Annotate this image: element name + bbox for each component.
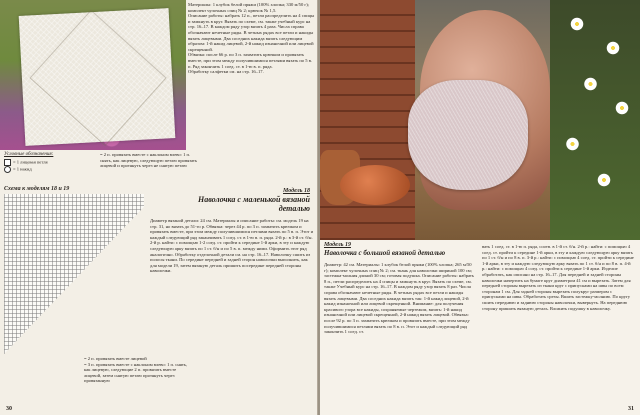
daisy-flowers <box>550 0 640 240</box>
model-19-column-1 <box>324 262 476 335</box>
clay-jug <box>340 165 410 205</box>
page-number-right: 31 <box>628 406 634 412</box>
right-page <box>320 0 640 415</box>
knit-stitch-icon <box>4 159 11 166</box>
legend-item-label: = 1 лицевая петля <box>13 159 48 165</box>
legend-extra-text: = 2 п. провязать вместе с наклоном влево: 1 п. снять, как лицевую, следующую петлю провязать лицевой и протянуть через не снятую петлю <box>100 152 198 169</box>
left-page <box>0 0 318 415</box>
knitted-pillow-image <box>408 80 528 190</box>
yarn-over-icon <box>4 166 11 173</box>
page-number-left: 30 <box>6 406 12 412</box>
model-19-text-1: Диаметр: 42 см. Материалы: 1 клубок белой пряжи (100% хлопка; 265 м/50 г); комплект чулочных спиц № 2; см. ткань для наволочки шириной 100 см; застежка-молния длиной 30 см; готовая подушка. Описание работы: набрать 8 п., петли распределить на 4 спицы и замкнуть в круг. Вязать по схеме, см. также Учебный курс на стр. 16–17. В каждом ряду узор вязать 8 раз. Числа справа обозначают нечетные ряды. В четных рядах все петли и накиды вязать лицевыми. Два соседних накида вязать так: 1-й накид лицевой, 2-й накид изнаночной или лицевой скрещенной. Внимание: для получения красивого узора все накиды, сохраняемые чертежом, вязать: 1-й накид изнаночной или лицевой скрещенной, 2-й накид вязать лицевой. Обвязка: после 92 р. по 3 п. захватить крючком и провязать вместе, при этом между получившимися петлями вязать по 8 в. п. Этот и каждый следующий ряд закончить 1 соед. ст. <box>324 262 475 335</box>
description-text: Описание работы: набрать 12 п., петли распределить на 4 спицы и замкнуть в круг. Вязать по схеме, см. также учебный курс на стр. 16–17. В каждом ряду узор вязать 4 раза. Числа справа обозначают нечетные ряды. В четных рядах все петли и накиды вязать лицевыми. Два соседних накида вязать следующим образом: 1-й накид лицевой, 2-й накид изнаночной или лицевой скрещенной. <box>188 13 315 52</box>
model-18-text-column <box>150 218 314 274</box>
model-title: Наволочка с большой вязаной деталью <box>324 249 446 257</box>
model-number: Модель 18 <box>283 188 310 194</box>
model-title: Наволочка с маленькой вязаной деталью <box>197 195 310 213</box>
knitting-chart <box>4 194 144 354</box>
scheme-title: Схема к моделям 18 и 19 <box>4 186 70 192</box>
legend-item <box>4 159 104 166</box>
symbols-legend <box>4 152 104 173</box>
model-18-text: Диаметр вязаной детали: 24 см. Материалы и описание работы: см. модель 19 на стр. 31, но вязать до 51-го р. Обвязка: через 44 р. по 3 п. захватить крючком и провязать вместе, при этом между получившимися петлями вязать по 5 в. п. Этот и каждый следующий ряд заканчивать 1 соед. ст. в 1-ю в. п. ряда. 2-й р.: в 3-й ст. б/н. 2-й р. найти: с помощью 1-2 соед. ст. пройти к середине 1-й арки, в эту и каждую следующую арку вязать по 1 ст. б/н и по 5 в. п. между ними. Оформить этот ряд аналогично. Обработку отделочной детали см. на стр. 16–17. Наволочку сшить из полосы ткани. По середине передней и задней сторон наволочки выполнить, как для модели 19, затем вязаную деталь пришить посередине передней стороны наволочки. <box>150 218 314 274</box>
lace-doily-image <box>19 8 176 146</box>
finishing-text: Обвязка: после 66 р. по 3 п. захватить крючком и провязать вместе, при этом между получившимися петлями вязать по 5 в. п. Ряд закончить 1 соед. ст. в 1-ю в. п. ряда. <box>188 52 313 69</box>
model-19-text-2: вать 1 соед. ст. в 1-ю п. ряда, соотв. в 1-й ст. б/н. 2-й р.: найти: с помощью 4 соед. ст. пройти к середине 1-й арки, в эту и каждую следующую арку вязать по 1 ст. б/н и по 8 в. п. 3-й р.: найти: с помощью 4 соед. ст. пройти к середине 1-й арки, в эту и каждую следующую арку вязать по 1 ст. б/н и по 8 в. п. 4-й р.: найти: с помощью 4 соед. ст. пройти к середине 1-й арки. Изделие обработать, как описано на стр. 16–17. Для передней и задней стороны наволочки начертить на бумаге круг диаметром 41 см и вырезать. Затем для передней стороны вырезать из ткани круг с припусками на швы по всем сторонам 1 см. Для задней стороны вырезать полукруг размером с припусками на швы. Обработать срезы. Вшить застежку-молнию. По кругу сшить переднюю и заднюю стороны наволочки, вывернуть. На переднюю сторону пришить вязаную деталь. Вложить подушку в наволочку. <box>482 244 634 311</box>
legend-item <box>4 166 104 173</box>
pillow-photo <box>320 0 640 240</box>
model-18-header <box>190 188 310 213</box>
legend-title: Условные обозначения: <box>4 152 54 157</box>
legend-item-label: = 1 накид <box>13 166 32 172</box>
materials-text: Материалы: 1 клубок белой пряжи (100% хлопка; 330 м/50 г); комплект чулочных спиц № 2; крючок № 1,5. <box>188 2 310 13</box>
chart-legend-item: = 3 п. провязать вместе с наклоном влево: 1 п. снять, как лицевую, следующие 2 п. провязать вместе лицевой, затем снятую петлю протянуть через провязанную <box>84 361 188 384</box>
model-number: Модель 19 <box>324 242 351 248</box>
chart-legend <box>84 356 192 384</box>
processing-text: Обработку салфетки см. на стр. 16–17. <box>188 69 264 75</box>
chart-legend-item: = 2 п. провязать вместе лицевой <box>84 356 147 361</box>
legend-extra <box>100 152 200 169</box>
materials-column <box>188 2 316 75</box>
model-19-column-2 <box>482 244 636 311</box>
doily-photo <box>0 0 186 150</box>
model-19-header <box>324 242 479 259</box>
